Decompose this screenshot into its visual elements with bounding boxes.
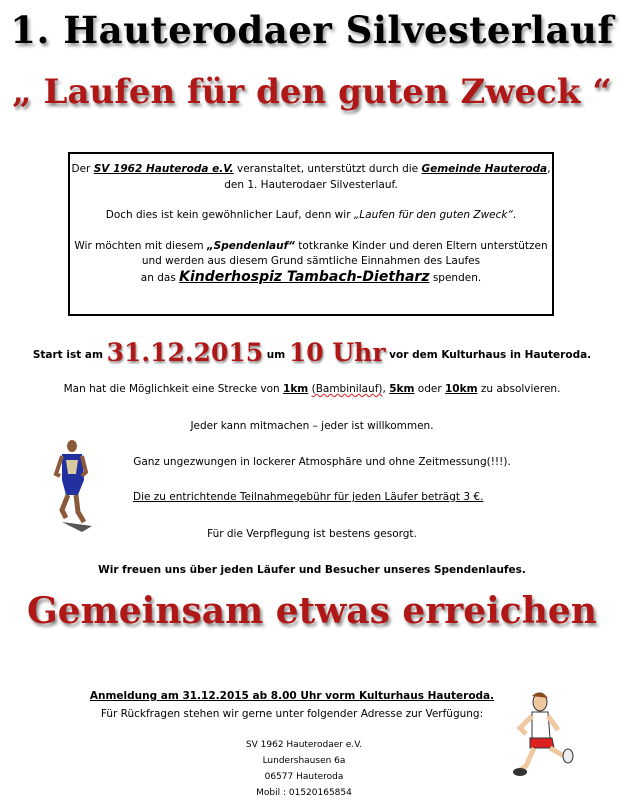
- address-phone: Mobil : 01520165854: [256, 788, 352, 798]
- runner-left-image: [52, 440, 97, 535]
- catering-text: Für die Verpflegung ist bestens gesorgt.: [207, 528, 417, 540]
- start-date: 31.12.2015: [106, 338, 264, 367]
- address-org: SV 1962 Hauterodaer e.V.: [245, 740, 363, 750]
- distance-5km: 5km: [389, 383, 415, 395]
- text: veranstaltet, unterstützt durch die: [233, 163, 422, 175]
- intro-box: [68, 152, 554, 316]
- text: (Bambinilauf): [311, 383, 383, 395]
- start-time: 10 Uhr: [288, 338, 386, 367]
- text: .: [512, 209, 517, 221]
- text: an das: [140, 271, 180, 284]
- registration-text: Anmeldung am 31.12.2015 ab 8.00 Uhr vorm Kulturhaus Hauteroda.: [89, 690, 495, 702]
- intro-line: [70, 270, 552, 287]
- slogan: Gemeinsam etwas erreichen: [27, 590, 597, 632]
- address-city: 06577 Hauteroda: [264, 772, 344, 782]
- text: ,: [382, 383, 390, 395]
- text: um: [263, 349, 289, 361]
- text: vor dem Kulturhaus in Hauteroda.: [385, 349, 592, 361]
- distance-1km: 1km: [283, 383, 309, 395]
- thanks-text: Wir freuen uns über jeden Läufer und Besucher unseres Spendenlaufes.: [98, 564, 526, 576]
- subtitle: „ Laufen für den guten Zweck “: [12, 72, 612, 112]
- page-title: 1. Hauterodaer Silvesterlauf: [10, 8, 614, 52]
- start-info: [0, 338, 624, 367]
- text: zu absolvieren.: [477, 383, 561, 395]
- text: Start ist am: [32, 349, 107, 361]
- intro-line: und werden aus diesem Grund sämtliche Einnahmen des Laufes: [141, 255, 481, 267]
- intro-line: den 1. Hauterodaer Silvesterlauf.: [224, 178, 398, 191]
- text: spenden.: [429, 271, 482, 284]
- atmosphere-text: Ganz ungezwungen in lockerer Atmosphäre und ohne Zeitmessung(!!!).: [133, 456, 511, 468]
- intro-paragraph-2: [70, 208, 552, 224]
- intro-paragraph-3: [70, 239, 552, 255]
- runner-right-cartoon: [510, 690, 575, 785]
- questions-text: Für Rückfragen stehen wir gerne unter folgender Adresse zur Verfügung:: [100, 708, 484, 720]
- text: Doch dies ist kein gewöhnlicher Lauf, denn wir: [105, 209, 354, 221]
- text: oder: [414, 383, 445, 395]
- intro-paragraph-1: [70, 162, 552, 178]
- distance-10km: 10km: [444, 383, 478, 395]
- text: Der: [71, 163, 94, 175]
- motto-quote: „Laufen für den guten Zweck“: [353, 209, 513, 221]
- fee-text: Die zu entrichtende Teilnahmegebühr für jeden Läufer beträgt 3 €.: [133, 491, 484, 503]
- club-name: SV 1962 Hauteroda e.V.: [93, 163, 234, 175]
- hospice-name: Kinderhospiz Tambach-Dietharz: [179, 268, 430, 285]
- text: Man hat die Möglichkeit eine Strecke von: [63, 383, 284, 395]
- address-street: Lundershausen 6a: [262, 756, 346, 766]
- text: totkranke Kinder und deren Eltern unterstützen: [294, 239, 548, 252]
- municipality-name: Gemeinde Hauteroda: [421, 163, 548, 175]
- spendenlauf-quote: „Spendenlauf“: [206, 239, 295, 252]
- text: ,: [547, 163, 551, 175]
- text: Wir möchten mit diesem: [74, 239, 207, 252]
- distances: [0, 383, 624, 395]
- welcome-text: Jeder kann mitmachen – jeder ist willkommen.: [190, 420, 434, 432]
